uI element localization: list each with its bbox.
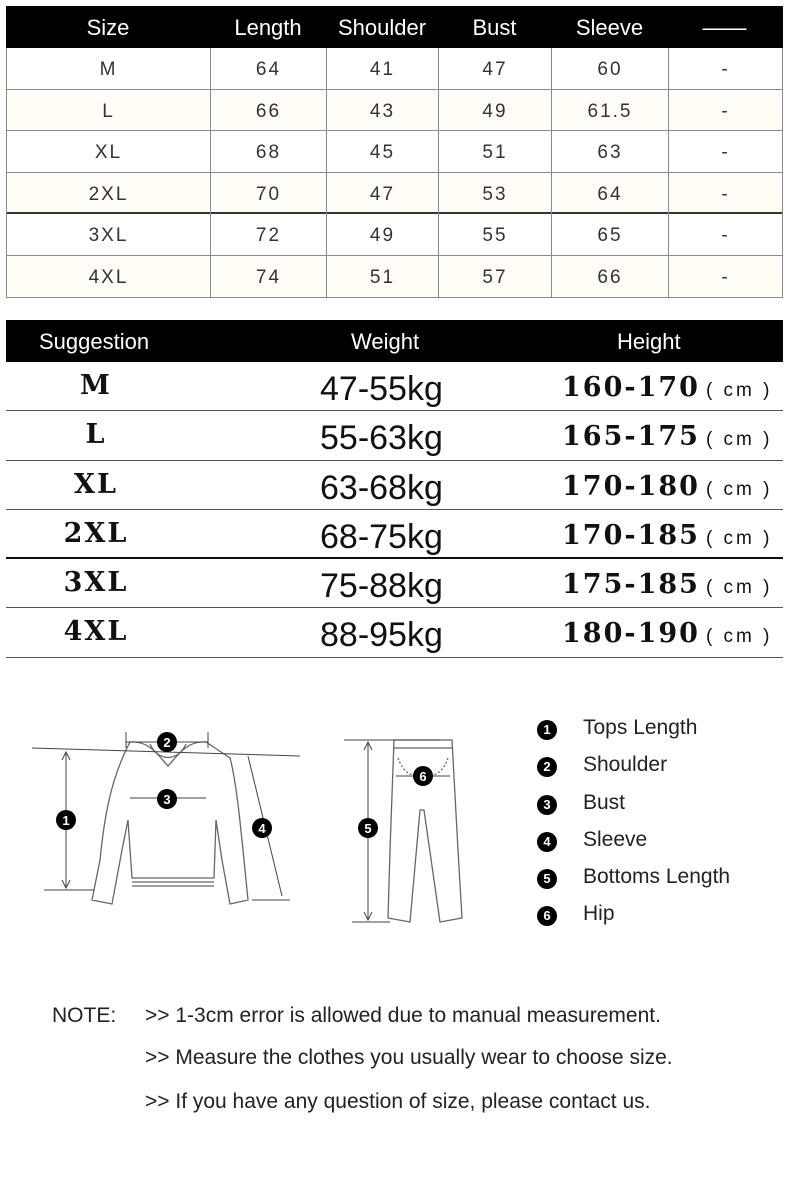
suggestion-height	[562, 520, 772, 551]
cell-size: L	[7, 90, 211, 131]
note-line: >> 1-3cm error is allowed due to manual measurement.	[145, 1004, 661, 1027]
table-row	[6, 411, 783, 460]
svg-text:4: 4	[258, 821, 266, 836]
table-row	[7, 256, 782, 298]
table-row	[7, 131, 782, 173]
legend-number: 5	[537, 869, 557, 889]
cell-bust: 49	[439, 90, 552, 131]
table-row	[7, 90, 782, 132]
legend-number: 6	[537, 906, 557, 926]
legend-label: Bust	[583, 790, 626, 814]
svg-text:5: 5	[364, 821, 372, 836]
height-value: 170-180	[562, 470, 700, 502]
header-sleeve: Sleeve	[575, 15, 644, 40]
suggestion-height	[562, 372, 772, 403]
suggestion-height	[562, 618, 772, 649]
legend-label: Shoulder	[583, 753, 668, 777]
cell-length: 70	[211, 173, 327, 214]
legend-label: Sleeve	[583, 827, 648, 851]
suggestion-weight: 88-95kg	[320, 616, 443, 655]
suggestion-weight: 68-75kg	[320, 517, 443, 556]
cell-bust: 47	[439, 48, 552, 89]
cell-bust: 57	[439, 256, 552, 297]
note-line: >> Measure the clothes you usually wear to choose size.	[145, 1046, 673, 1069]
cell-size: 2XL	[7, 173, 211, 214]
cell-size: 3XL	[7, 214, 211, 255]
cell-size: XL	[7, 131, 211, 172]
cell-bust: 53	[439, 173, 552, 214]
svg-text:2: 2	[163, 735, 171, 750]
table-row	[6, 608, 783, 657]
legend-label: Hip	[583, 902, 615, 926]
height-unit: ( cm )	[705, 527, 773, 549]
header-suggestion: Suggestion	[39, 329, 150, 354]
suggestion-size: 4XL	[63, 616, 129, 648]
note-line: >> If you have any question of size, please contact us.	[145, 1090, 651, 1113]
suggestion-table	[6, 320, 783, 658]
cell-length: 68	[211, 131, 327, 172]
suggestion-size: XL	[74, 468, 118, 500]
cell-extra: -	[721, 183, 730, 205]
header-bust: Bust	[472, 15, 517, 40]
cell-shoulder: 47	[327, 173, 439, 214]
cell-extra: -	[721, 266, 730, 288]
height-unit: ( cm )	[705, 429, 773, 451]
suggestion-height	[562, 569, 772, 600]
cell-shoulder: 41	[327, 48, 439, 89]
cell-extra: -	[721, 142, 730, 163]
cell-length: 74	[211, 256, 327, 297]
legend-number: 3	[537, 795, 557, 815]
svg-text:3: 3	[163, 792, 171, 807]
suggestion-size: M	[80, 370, 112, 401]
table-row	[6, 461, 783, 510]
cell-sleeve: 66	[552, 256, 669, 297]
suggestion-weight: 55-63kg	[320, 419, 443, 458]
suggestion-height	[562, 421, 772, 452]
height-value: 165-175	[562, 421, 700, 453]
legend-number: 4	[537, 832, 557, 852]
height-value: 170-185	[562, 519, 700, 551]
legend-item	[537, 712, 777, 749]
cell-bust: 51	[439, 131, 552, 172]
header-height: Height	[617, 329, 681, 354]
cell-bust: 55	[439, 214, 552, 255]
legend-item	[537, 898, 777, 935]
height-unit: ( cm )	[705, 626, 773, 648]
suggestion-height	[562, 471, 772, 502]
cell-shoulder: 45	[327, 131, 439, 172]
table-row	[7, 214, 782, 256]
legend-item	[537, 824, 777, 861]
cell-shoulder: 49	[327, 214, 439, 255]
table-row	[7, 48, 782, 90]
height-value: 175-185	[562, 569, 700, 601]
svg-text:6: 6	[419, 769, 427, 784]
size-table-body	[6, 48, 783, 298]
cell-extra: -	[721, 100, 730, 122]
cell-size: M	[7, 48, 211, 89]
legend-item	[537, 749, 777, 786]
table-row	[6, 362, 783, 411]
measurement-legend	[537, 712, 777, 936]
height-value: 180-190	[562, 618, 700, 650]
note-title: NOTE:	[52, 1004, 117, 1027]
suggestion-weight: 47-55kg	[320, 370, 443, 408]
sweater-illustration	[92, 742, 248, 904]
marker-sleeve	[252, 818, 272, 838]
cell-sleeve: 64	[552, 173, 669, 214]
size-table	[6, 6, 783, 298]
cell-sleeve: 65	[552, 214, 669, 255]
legend-number: 2	[537, 757, 557, 777]
svg-text:1: 1	[62, 813, 70, 828]
height-unit: ( cm )	[705, 380, 773, 401]
suggestion-size: 2XL	[63, 517, 129, 549]
legend-number: 1	[537, 720, 557, 740]
header-length: Length	[234, 15, 302, 40]
marker-bottoms-length	[358, 818, 378, 838]
suggestion-weight: 75-88kg	[320, 567, 443, 606]
cell-sleeve: 63	[552, 131, 669, 172]
cell-shoulder: 51	[327, 256, 439, 297]
legend-item	[537, 787, 777, 824]
header-extra: ——	[702, 15, 747, 40]
marker-hip	[413, 766, 433, 786]
cell-sleeve: 61.5	[552, 90, 669, 131]
cell-size: 4XL	[7, 256, 211, 297]
marker-shoulder	[157, 732, 177, 752]
height-unit: ( cm )	[705, 577, 773, 599]
cell-sleeve: 60	[552, 48, 669, 89]
header-size: Size	[86, 15, 130, 40]
size-table-header	[6, 6, 783, 48]
suggestion-size: 3XL	[63, 567, 129, 599]
table-row	[6, 510, 783, 559]
cell-length: 64	[211, 48, 327, 89]
cell-extra: -	[721, 59, 730, 80]
legend-label: Tops Length	[583, 716, 698, 739]
suggestion-size: L	[85, 419, 107, 451]
suggestion-table-header	[6, 320, 783, 362]
legend-item	[537, 861, 777, 898]
cell-extra: -	[721, 225, 730, 246]
height-unit: ( cm )	[705, 478, 773, 500]
height-value: 160-170	[562, 372, 700, 403]
cell-shoulder: 43	[327, 90, 439, 131]
table-row	[7, 173, 782, 215]
legend-label: Bottoms Length	[583, 865, 731, 889]
marker-tops-length	[56, 810, 76, 830]
header-weight: Weight	[351, 329, 420, 354]
suggestion-weight: 63-68kg	[320, 468, 443, 507]
cell-length: 66	[211, 90, 327, 131]
table-row	[6, 559, 783, 608]
marker-bust	[157, 789, 177, 809]
header-shoulder: Shoulder	[337, 15, 427, 40]
cell-length: 72	[211, 214, 327, 255]
